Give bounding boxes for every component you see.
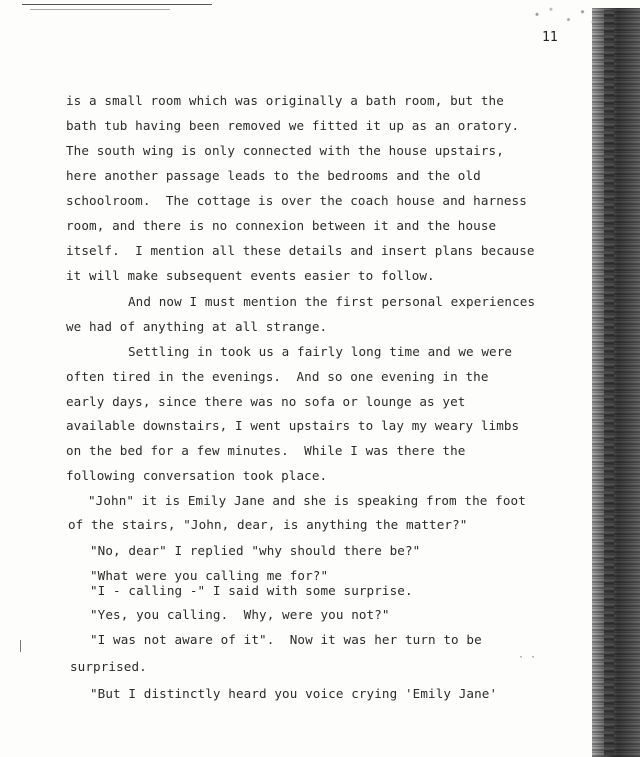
text-line: "Yes, you calling. Why, were you not?" <box>90 607 390 622</box>
text-line: is a small room which was originally a bath room, but the <box>66 93 504 108</box>
text-line: on the bed for a few minutes. While I was there the <box>66 443 466 458</box>
text-line: "No, dear" I replied "why should there be?" <box>90 543 421 558</box>
text-line: it will make subsequent events easier to follow. <box>66 268 435 283</box>
text-line: bath tub having been removed we fitted it up as an oratory. <box>66 118 520 133</box>
top-rule-faint <box>30 9 170 10</box>
text-line: surprised. <box>70 659 147 674</box>
text-line: we had of anything at all strange. <box>66 319 328 334</box>
text-line: room, and there is no connexion between it and the house <box>66 218 497 233</box>
text-line: Settling in took us a fairly long time and we were <box>128 344 513 359</box>
scan-edge-binding <box>604 10 614 755</box>
text-line: "What were you calling me for?" <box>90 568 329 583</box>
scan-specks <box>530 4 600 30</box>
text-line: "I - calling -" I said with some surprise. <box>90 583 413 598</box>
text-line: schoolroom. The cottage is over the coach house and harness <box>66 193 527 208</box>
text-line: itself. I mention all these details and insert plans because <box>66 243 535 258</box>
text-line: "I was not aware of it". Now it was her turn to be <box>90 632 482 647</box>
top-rule <box>22 4 212 5</box>
text-line: following conversation took place. <box>66 468 328 483</box>
margin-mark <box>20 640 21 652</box>
stray-marks: · · <box>518 652 537 663</box>
text-line: often tired in the evenings. And so one evening in the <box>66 369 489 384</box>
page-number: 11 <box>542 30 558 45</box>
text-line: And now I must mention the first personal experiences <box>128 294 536 309</box>
text-line: The south wing is only connected with the house upstairs, <box>66 143 504 158</box>
text-line: "But I distinctly heard you voice crying 'Emily Jane' <box>90 686 498 701</box>
text-line: early days, since there was no sofa or lounge as yet <box>66 394 466 409</box>
text-line: here another passage leads to the bedrooms and the old <box>66 168 481 183</box>
text-line: available downstairs, I went upstairs to lay my weary limbs <box>66 418 520 433</box>
scan-edge-shadow <box>592 8 640 757</box>
text-line: "John" it is Emily Jane and she is speaking from the foot <box>88 493 526 508</box>
text-line: of the stairs, "John, dear, is anything the matter?" <box>68 517 468 532</box>
